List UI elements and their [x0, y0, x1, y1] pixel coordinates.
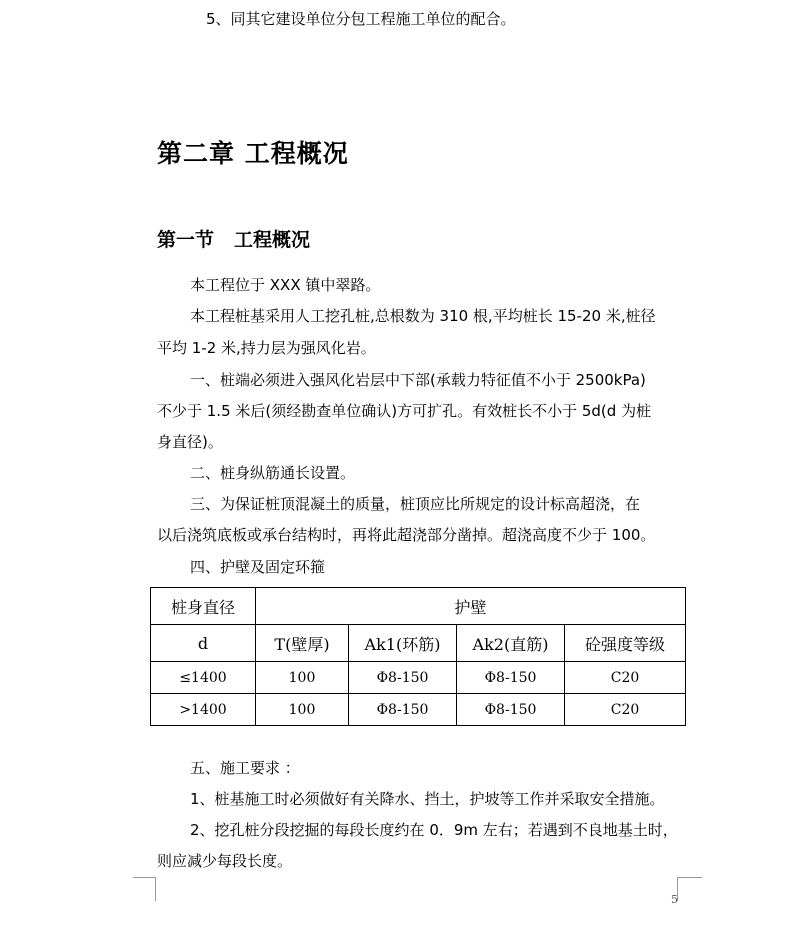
header-wall: 护壁 — [256, 588, 686, 625]
paragraph-item2: 二、桩身纵筋通长设置。 — [190, 464, 356, 482]
section-title — [157, 225, 310, 252]
cell-grade: C20 — [565, 662, 686, 694]
table-header-row — [151, 588, 686, 625]
section-label: 第一节 — [157, 229, 215, 251]
table-row — [151, 662, 686, 694]
header-grade: 砼强度等级 — [565, 625, 686, 662]
chapter-title: 第二章 工程概况 — [157, 139, 349, 168]
paragraph-pile-line1: 本工程桩基采用人工挖孔桩,总根数为 310 根,平均桩长 15-20 米,桩径 — [190, 307, 656, 325]
header-ak2: Ak2(直筋) — [457, 625, 565, 662]
page-number: 5 — [671, 893, 678, 906]
paragraph-item3-line2: 以后浇筑底板或承台结构时，再将此超浇部分凿掉。超浇高度不少于 100。 — [157, 526, 656, 544]
paragraph-pile-line2: 平均 1-2 米,持力层为强风化岩。 — [157, 339, 376, 357]
cell-d: ≤1400 — [151, 662, 256, 694]
cell-ak2: Φ8-150 — [457, 662, 565, 694]
margin-marker-left — [133, 877, 156, 901]
header-ak1: Ak1(环筋) — [349, 625, 457, 662]
paragraph-location: 本工程位于 XXX 镇中翠路。 — [190, 276, 381, 294]
section-heading: 工程概况 — [234, 229, 311, 251]
header-thickness: T(壁厚) — [256, 625, 349, 662]
paragraph-req1: 1、桩基施工时必须做好有关降水、挡土，护坡等工作并采取安全措施。 — [190, 790, 665, 808]
paragraph-item4: 四、护壁及固定环箍 — [190, 558, 326, 576]
cell-ak1: Φ8-150 — [349, 694, 457, 726]
list-item-5: 5、同其它建设单位分包工程施工单位的配合。 — [206, 10, 516, 28]
paragraph-req2-line2: 则应减少每段长度。 — [157, 852, 293, 870]
paragraph-item5: 五、施工要求 ： — [190, 759, 300, 777]
margin-marker-right-h — [677, 877, 702, 878]
cell-d: >1400 — [151, 694, 256, 726]
table-subheader-row — [151, 625, 686, 662]
header-pile-diameter: 桩身直径 — [151, 588, 256, 625]
paragraph-req2-line1: 2、挖孔桩分段挖掘的每段长度约在 0．9m 左右；若遇到不良地基土时， — [190, 821, 678, 839]
table-row — [151, 694, 686, 726]
header-d: d — [151, 625, 256, 662]
cell-ak2: Φ8-150 — [457, 694, 565, 726]
paragraph-item1-line3: 身直径)。 — [157, 433, 223, 451]
paragraph-item1-line1: 一、桩端必须进入强风化岩层中下部(承载力特征值不小于 2500kPa) — [190, 371, 646, 389]
paragraph-item3-line1: 三、为保证桩顶混凝土的质量，桩顶应比所规定的设计标高超浇，在 — [190, 495, 641, 513]
paragraph-item1-line2: 不少于 1.5 米后(须经勘查单位确认)方可扩孔。有效桩长不小于 5d(d 为桩 — [157, 402, 652, 420]
retaining-wall-table — [150, 587, 686, 726]
cell-thickness: 100 — [256, 662, 349, 694]
margin-marker-left-h — [133, 877, 156, 878]
margin-marker-right — [677, 877, 702, 901]
cell-grade: C20 — [565, 694, 686, 726]
cell-thickness: 100 — [256, 694, 349, 726]
cell-ak1: Φ8-150 — [349, 662, 457, 694]
